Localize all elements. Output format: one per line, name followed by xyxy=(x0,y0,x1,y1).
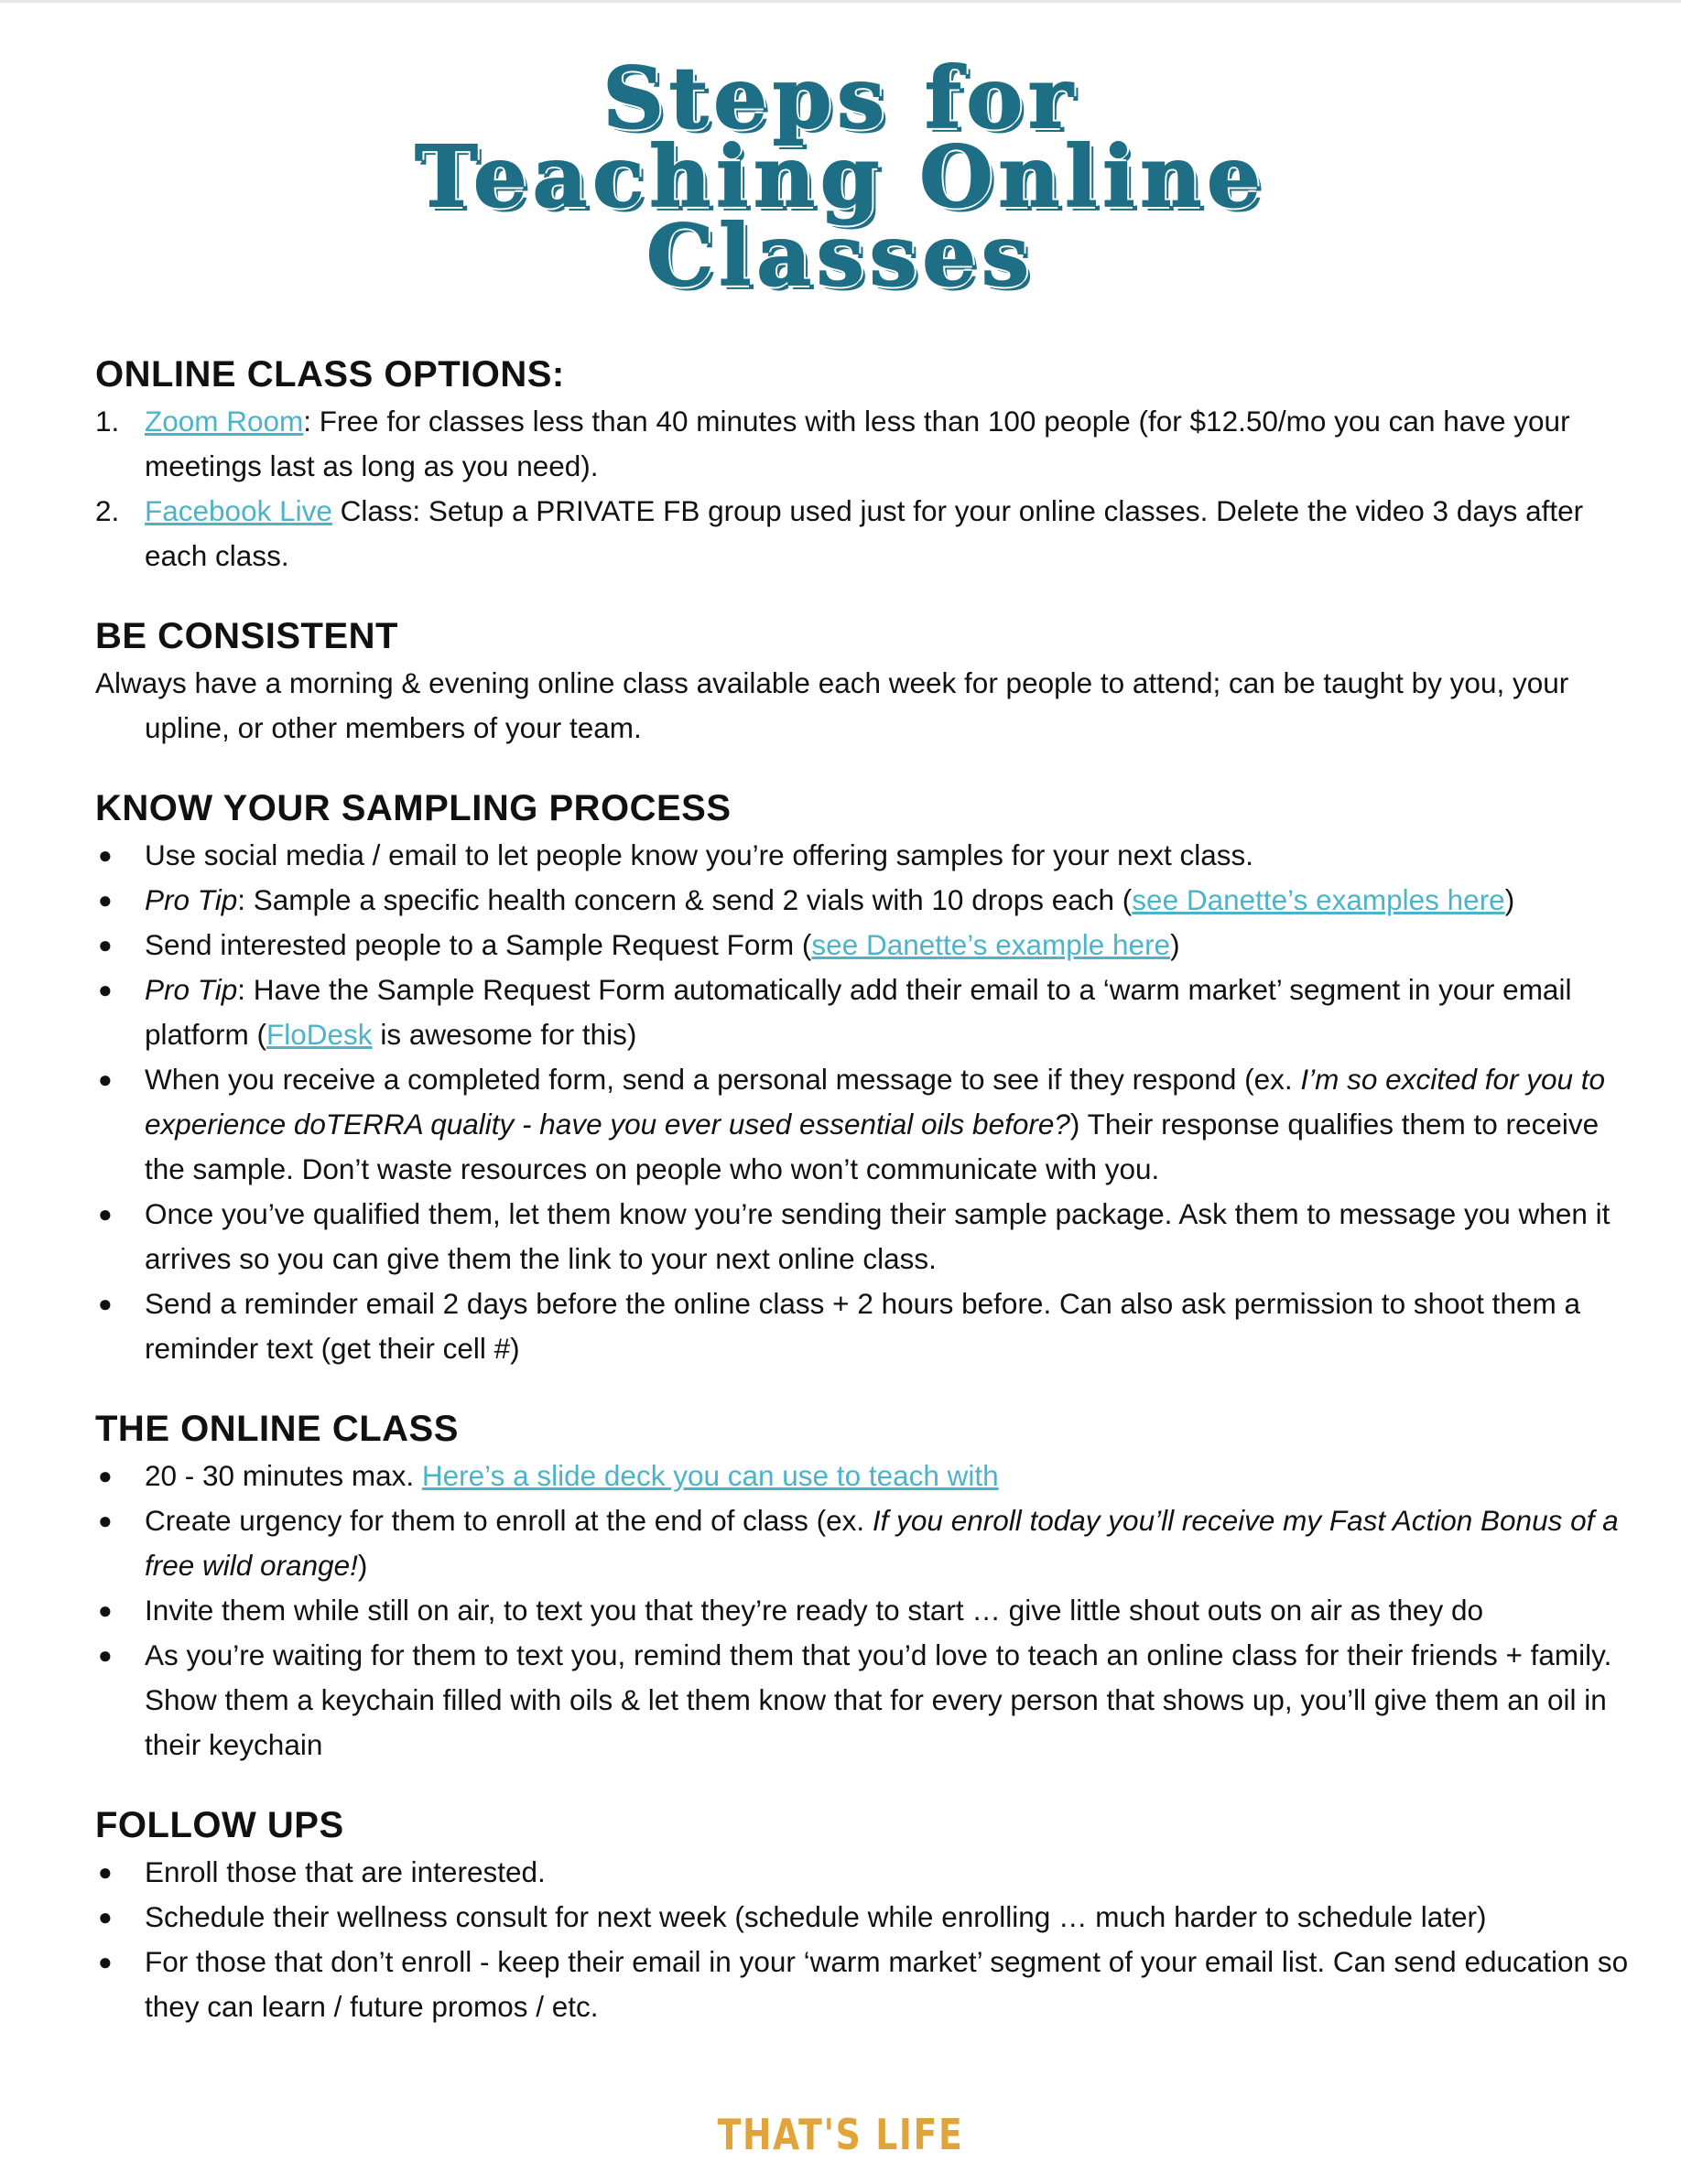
page-top-rule xyxy=(0,0,1681,3)
item-text-after: ) xyxy=(357,1549,368,1582)
title-line-1: Steps for xyxy=(602,49,1079,147)
list-item xyxy=(95,1588,1643,1633)
bullet-icon: ● xyxy=(98,976,113,1003)
item-text-after: ) Their response qualifies them to receive the sample. Don’t waste resources on people who won’t communicate with you. xyxy=(145,1108,1600,1185)
bullet-icon: ● xyxy=(98,1641,113,1669)
item-text: Enroll those that are interested. xyxy=(145,1855,546,1888)
bullet-icon: ● xyxy=(98,1462,113,1489)
bullet-icon: ● xyxy=(98,1200,113,1227)
numbered-item xyxy=(95,489,1643,578)
pro-tip-label: Pro Tip xyxy=(145,883,238,916)
item-text: Create urgency for them to enroll at the end of class (ex. xyxy=(145,1504,873,1537)
list-item xyxy=(95,1895,1643,1940)
item-number: 2. xyxy=(95,494,120,527)
item-text: Invite them while still on air, to text you that they’re ready to start … give little shout outs on air as they do xyxy=(145,1594,1483,1627)
bullet-icon: ● xyxy=(98,886,113,914)
list-item xyxy=(95,1498,1643,1588)
item-text: When you receive a completed form, send a personal message to see if they respond (ex. xyxy=(145,1063,1301,1096)
page-title xyxy=(0,49,1681,305)
example-quote: If you enroll today you’ll receive my Fast Action Bonus of a free wild orange! xyxy=(145,1504,1619,1582)
title-line-2: Teaching Online xyxy=(415,127,1266,226)
bullet-icon: ● xyxy=(98,1903,113,1930)
bullet-icon: ● xyxy=(98,1065,113,1093)
item-text: For those that don’t enroll - keep their email in your ‘warm market’ segment of your email list. Can send education so they can learn / future promos / etc. xyxy=(145,1945,1629,2023)
item-text: Schedule their wellness consult for next week (schedule while enrolling … much harder to schedule later) xyxy=(145,1900,1487,1933)
item-text-after: is awesome for this) xyxy=(372,1018,637,1051)
list-item xyxy=(95,1850,1643,1895)
item-text: Once you’ve qualified them, let them know you’re sending their sample package. Ask them to message you when it arrives so you can give them the link to your next online class. xyxy=(145,1197,1611,1275)
danette-example-link[interactable]: see Danette’s example here xyxy=(811,928,1171,961)
footer-brand-logo: THAT'S LIFE xyxy=(717,2110,964,2159)
section-heading: THE ONLINE CLASS xyxy=(95,1409,459,1449)
bullet-icon: ● xyxy=(98,1596,113,1624)
section-online-class-options xyxy=(95,350,1643,578)
item-text: 20 - 30 minutes max. xyxy=(145,1459,422,1492)
pro-tip-label: Pro Tip xyxy=(145,973,238,1006)
item-text: Send a reminder email 2 days before the online class + 2 hours before. Can also ask permission to shoot them a reminder text (get their cell #) xyxy=(145,1287,1580,1365)
document-body xyxy=(95,350,1643,2062)
section-heading: FOLLOW UPS xyxy=(95,1805,344,1845)
list-item xyxy=(95,1281,1643,1371)
section-heading: KNOW YOUR SAMPLING PROCESS xyxy=(95,788,732,828)
zoom-room-link[interactable]: Zoom Room xyxy=(145,405,304,438)
list-item xyxy=(95,923,1643,968)
bullet-icon: ● xyxy=(98,1948,113,1975)
item-text: Send interested people to a Sample Request Form ( xyxy=(145,928,812,961)
paragraph: Always have a morning & evening online class available each week for people to attend; can be taught by you, your upline, or other members of your team. xyxy=(95,666,1569,744)
section-heading: ONLINE CLASS OPTIONS: xyxy=(95,354,565,395)
section-the-online-class xyxy=(95,1404,1643,1768)
list-item xyxy=(95,1633,1643,1768)
title-line-3: Classes xyxy=(646,206,1035,305)
item-number: 1. xyxy=(95,405,120,438)
section-follow-ups xyxy=(95,1800,1643,2029)
list-item xyxy=(95,968,1643,1057)
item-text: Use social media / email to let people know you’re offering samples for your next class. xyxy=(145,838,1253,871)
item-text-after: ) xyxy=(1170,928,1180,961)
section-heading: BE CONSISTENT xyxy=(95,616,398,656)
bullet-icon: ● xyxy=(98,841,113,869)
list-item xyxy=(95,1454,1643,1498)
item-text-after: ) xyxy=(1504,883,1515,916)
item-text: : Have the Sample Request Form automatically add their email to a ‘warm market’ segment in your email platform ( xyxy=(145,973,1572,1051)
example-quote: I’m so excited for you to experience doTERRA quality - have you ever used essential oils before? xyxy=(145,1063,1606,1141)
facebook-live-link[interactable]: Facebook Live xyxy=(145,494,332,527)
bullet-icon: ● xyxy=(98,1290,113,1317)
item-text: As you’re waiting for them to text you, remind them that you’d love to teach an online class for their friends + family. Show them a keychain filled with oils & let them know that for every person that shows up, you’ll give them an oil in their keychain xyxy=(145,1638,1612,1761)
danette-examples-link[interactable]: see Danette’s examples here xyxy=(1132,883,1505,916)
list-item xyxy=(95,833,1643,878)
bullet-icon: ● xyxy=(98,1858,113,1886)
item-text: : Sample a specific health concern & send 2 vials with 10 drops each ( xyxy=(237,883,1133,916)
section-be-consistent xyxy=(95,611,1643,751)
bullet-icon: ● xyxy=(98,1507,113,1534)
list-item xyxy=(95,1940,1643,2029)
numbered-item xyxy=(95,399,1643,489)
item-text: : Free for classes less than 40 minutes with less than 100 people (for $12.50/mo you can have your meetings last as long as you need). xyxy=(145,405,1570,482)
bullet-icon: ● xyxy=(98,931,113,958)
flodesk-link[interactable]: FloDesk xyxy=(266,1018,373,1051)
item-text: Class: Setup a PRIVATE FB group used just for your online classes. Delete the video 3 days after each class. xyxy=(145,494,1584,572)
list-item xyxy=(95,1192,1643,1281)
slide-deck-link[interactable]: Here’s a slide deck you can use to teach with xyxy=(421,1459,999,1492)
section-sampling-process xyxy=(95,784,1643,1371)
list-item xyxy=(95,1057,1643,1192)
list-item xyxy=(95,878,1643,923)
